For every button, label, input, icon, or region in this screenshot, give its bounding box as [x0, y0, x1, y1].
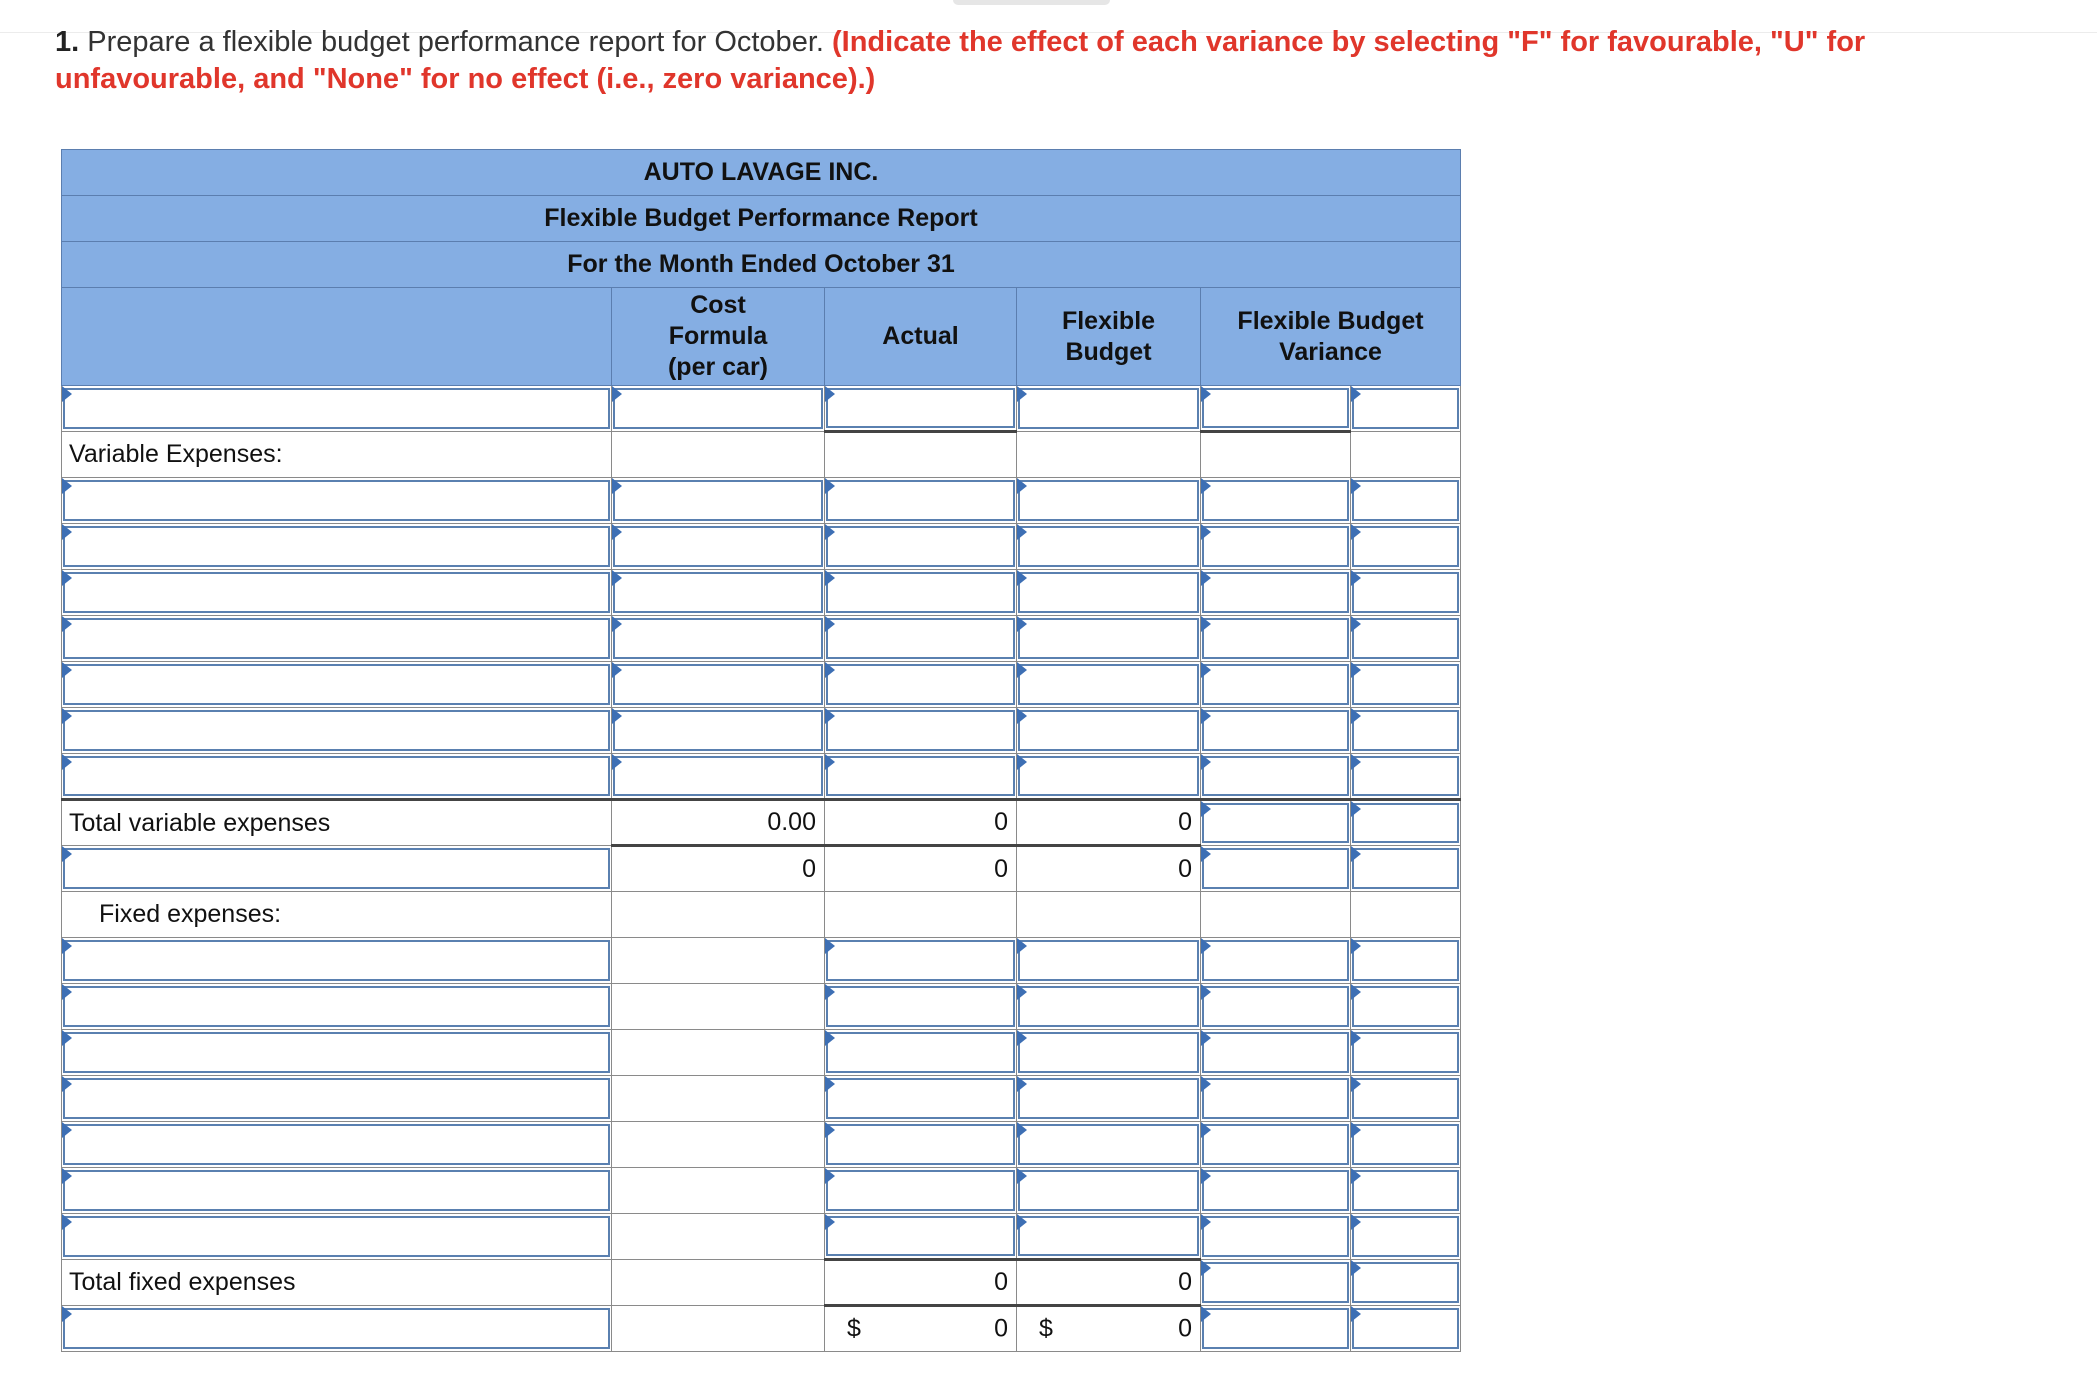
column-header-label: [62, 288, 612, 386]
contribution-row: [62, 846, 1461, 892]
actual-input[interactable]: [825, 1168, 1017, 1214]
dropdown-marker-icon: [62, 846, 72, 862]
dropdown-marker-icon: [62, 524, 72, 540]
variance-amount-input[interactable]: [1201, 1214, 1351, 1260]
dropdown-marker-icon: [1351, 1306, 1361, 1322]
dropdown-marker-icon: [62, 616, 72, 632]
dropdown-marker-icon: [1017, 524, 1027, 540]
question-instruction: (Indicate the effect of each variance by selecting "F" for favourable, "U" for unfavourable, and "None" for no effect (i.e., zero variance).): [55, 26, 1866, 95]
cost-formula-blank: [612, 1076, 825, 1122]
total-fixed-row: [62, 1260, 1461, 1306]
dropdown-marker-icon: [1201, 754, 1211, 770]
variance-effect-select[interactable]: [1351, 1306, 1461, 1352]
total-variable-flexible-budget: 0: [1017, 800, 1201, 846]
flexible-budget-input[interactable]: [1017, 386, 1201, 432]
variance-effect-select[interactable]: [1351, 662, 1461, 708]
dropdown-marker-icon: [612, 662, 622, 678]
expense-name-select[interactable]: [62, 1168, 612, 1214]
expense-name-select[interactable]: [62, 478, 612, 524]
variable-expense-row: [62, 478, 1461, 524]
dropdown-marker-icon: [1201, 478, 1211, 494]
variable-expense-row: [62, 616, 1461, 662]
actual-input[interactable]: [825, 616, 1017, 662]
expense-name-select[interactable]: [62, 662, 612, 708]
grand-total-actual-value: 0: [994, 1314, 1008, 1343]
total-fixed-actual: 0: [825, 1260, 1017, 1306]
dropdown-marker-icon: [825, 708, 835, 724]
dropdown-marker-icon: [62, 386, 72, 402]
variance-effect-select[interactable]: [1351, 478, 1461, 524]
cost-formula-blank: [612, 1168, 825, 1214]
dropdown-marker-icon: [1201, 616, 1211, 632]
question-number: 1.: [55, 26, 80, 58]
dropdown-marker-icon: [62, 1168, 72, 1184]
dropdown-marker-icon: [1201, 708, 1211, 724]
dropdown-marker-icon: [1201, 570, 1211, 586]
flexible-budget-input[interactable]: [1017, 616, 1201, 662]
actual-input[interactable]: [825, 754, 1017, 800]
expense-name-select[interactable]: [62, 1122, 612, 1168]
currency-symbol: $: [1039, 1314, 1053, 1343]
dropdown-marker-icon: [1351, 386, 1361, 402]
actual-input[interactable]: [825, 478, 1017, 524]
cost-formula-input[interactable]: [612, 570, 825, 616]
variance-effect-select[interactable]: [1351, 386, 1461, 432]
variance-amount-input[interactable]: [1201, 1168, 1351, 1214]
cost-formula-input[interactable]: [612, 708, 825, 754]
input-row-top: [62, 386, 1461, 432]
dropdown-marker-icon: [1351, 1214, 1361, 1230]
dropdown-marker-icon: [62, 1214, 72, 1230]
fixed-expense-row: [62, 1214, 1461, 1260]
expense-name-select[interactable]: [62, 938, 612, 984]
variance-effect-select[interactable]: [1351, 1076, 1461, 1122]
variance-amount-input[interactable]: [1201, 984, 1351, 1030]
dropdown-marker-icon: [1351, 662, 1361, 678]
dropdown-marker-icon: [1017, 616, 1027, 632]
cost-formula-blank: [612, 938, 825, 984]
variance-effect-select[interactable]: [1351, 846, 1461, 892]
variable-expense-row: [62, 524, 1461, 570]
dropdown-marker-icon: [62, 754, 72, 770]
top-tab-indicator: [953, 0, 1110, 5]
column-header-flexible-budget: Flexible Budget: [1017, 288, 1201, 386]
grand-total-flexible-budget: [1017, 1306, 1201, 1352]
dropdown-marker-icon: [62, 938, 72, 954]
variance-effect-select[interactable]: [1351, 1168, 1461, 1214]
variance-effect-select[interactable]: [1351, 800, 1461, 846]
variable-expense-row: [62, 570, 1461, 616]
contribution-cost-formula: 0: [612, 846, 825, 892]
actual-input[interactable]: [825, 570, 1017, 616]
variance-effect-select[interactable]: [1351, 754, 1461, 800]
variance-effect-select[interactable]: [1351, 708, 1461, 754]
contribution-actual: 0: [825, 846, 1017, 892]
dropdown-marker-icon: [1351, 708, 1361, 724]
expense-name-select[interactable]: [62, 984, 612, 1030]
dropdown-marker-icon: [1017, 1214, 1027, 1230]
variance-amount-input[interactable]: [1201, 1260, 1351, 1306]
variance-amount-input[interactable]: [1201, 846, 1351, 892]
variance-amount-input[interactable]: [1201, 616, 1351, 662]
actual-input[interactable]: [825, 708, 1017, 754]
total-variable-label: Total variable expenses: [62, 800, 612, 846]
variance-effect-select[interactable]: [1351, 938, 1461, 984]
expense-name-select[interactable]: [62, 1030, 612, 1076]
grand-total-flexible-value: 0: [1178, 1314, 1192, 1343]
variable-expense-row: [62, 662, 1461, 708]
cost-formula-input[interactable]: [612, 386, 825, 432]
actual-input[interactable]: [825, 1122, 1017, 1168]
variance-amount-input[interactable]: [1201, 1122, 1351, 1168]
dropdown-marker-icon: [1351, 1030, 1361, 1046]
dropdown-marker-icon: [1201, 938, 1211, 954]
cost-formula-blank: [612, 984, 825, 1030]
dropdown-marker-icon: [62, 1076, 72, 1092]
dropdown-marker-icon: [825, 478, 835, 494]
dropdown-marker-icon: [1017, 708, 1027, 724]
expense-name-select[interactable]: [62, 616, 612, 662]
header-row-company: [62, 150, 1461, 196]
fixed-expenses-label: Fixed expenses:: [62, 892, 612, 938]
dropdown-marker-icon: [825, 570, 835, 586]
dropdown-marker-icon: [1351, 1076, 1361, 1092]
variance-effect-select[interactable]: [1351, 1122, 1461, 1168]
dropdown-marker-icon: [62, 984, 72, 1000]
dropdown-marker-icon: [1201, 984, 1211, 1000]
dropdown-marker-icon: [1201, 846, 1211, 862]
variance-amount-input[interactable]: [1201, 386, 1351, 432]
flexible-budget-input[interactable]: [1017, 708, 1201, 754]
dropdown-marker-icon: [62, 662, 72, 678]
row-label-input[interactable]: [62, 1306, 612, 1352]
dropdown-marker-icon: [1351, 616, 1361, 632]
flexible-budget-input[interactable]: [1017, 938, 1201, 984]
cost-formula-blank: [612, 1214, 825, 1260]
flexible-budget-input[interactable]: [1017, 1122, 1201, 1168]
column-header-variance: Flexible Budget Variance: [1201, 288, 1461, 386]
variable-expenses-label-row: [62, 432, 1461, 478]
cost-formula-blank: [612, 1122, 825, 1168]
dropdown-marker-icon: [612, 708, 622, 724]
row-label-input[interactable]: [62, 386, 612, 432]
dropdown-marker-icon: [612, 754, 622, 770]
variance-effect-select[interactable]: [1351, 984, 1461, 1030]
dropdown-marker-icon: [1351, 801, 1361, 817]
dropdown-marker-icon: [825, 754, 835, 770]
fixed-expense-row: [62, 1168, 1461, 1214]
dropdown-marker-icon: [1351, 524, 1361, 540]
cost-formula-input[interactable]: [612, 478, 825, 524]
dropdown-marker-icon: [612, 570, 622, 586]
dropdown-marker-icon: [1017, 1030, 1027, 1046]
total-fixed-label: Total fixed expenses: [62, 1260, 612, 1306]
variance-effect-select[interactable]: [1351, 616, 1461, 662]
dropdown-marker-icon: [1201, 1030, 1211, 1046]
variance-amount-input[interactable]: [1201, 524, 1351, 570]
row-label-input[interactable]: [62, 846, 612, 892]
grand-total-actual: [825, 1306, 1017, 1352]
dropdown-marker-icon: [825, 1030, 835, 1046]
header-row-title: [62, 196, 1461, 242]
dropdown-marker-icon: [612, 616, 622, 632]
question-text: Prepare a flexible budget performance report for October.: [87, 26, 824, 58]
variance-effect-select[interactable]: [1351, 1260, 1461, 1306]
variance-effect-select[interactable]: [1351, 524, 1461, 570]
dropdown-marker-icon: [62, 570, 72, 586]
actual-input[interactable]: [825, 984, 1017, 1030]
dropdown-marker-icon: [1017, 938, 1027, 954]
dropdown-marker-icon: [1017, 662, 1027, 678]
dropdown-marker-icon: [1351, 984, 1361, 1000]
actual-input[interactable]: [825, 386, 1017, 432]
question-prompt: [55, 24, 2015, 98]
variance-amount-input[interactable]: [1201, 662, 1351, 708]
dropdown-marker-icon: [1017, 386, 1027, 402]
dropdown-marker-icon: [1351, 754, 1361, 770]
dropdown-marker-icon: [1017, 570, 1027, 586]
variance-amount-input[interactable]: [1201, 708, 1351, 754]
flexible-budget-input[interactable]: [1017, 478, 1201, 524]
fixed-expenses-label-row: [62, 892, 1461, 938]
cost-formula-input[interactable]: [612, 616, 825, 662]
fixed-expense-row: [62, 1076, 1461, 1122]
variance-amount-input[interactable]: [1201, 1030, 1351, 1076]
expense-name-select[interactable]: [62, 524, 612, 570]
flexible-budget-report-table: [61, 149, 1461, 1352]
variance-amount-input[interactable]: [1201, 478, 1351, 524]
flexible-budget-input[interactable]: [1017, 524, 1201, 570]
dropdown-marker-icon: [62, 1030, 72, 1046]
variance-effect-select[interactable]: [1351, 1214, 1461, 1260]
variance-amount-input[interactable]: [1201, 1076, 1351, 1122]
dropdown-marker-icon: [825, 1214, 835, 1230]
grand-total-row: [62, 1306, 1461, 1352]
cost-formula-input[interactable]: [612, 754, 825, 800]
flexible-budget-input[interactable]: [1017, 570, 1201, 616]
actual-input[interactable]: [825, 1030, 1017, 1076]
dropdown-marker-icon: [1351, 938, 1361, 954]
dropdown-marker-icon: [1351, 478, 1361, 494]
fixed-expense-row: [62, 1030, 1461, 1076]
flexible-budget-input[interactable]: [1017, 1030, 1201, 1076]
column-header-row: [62, 288, 1461, 386]
currency-symbol: $: [847, 1314, 861, 1343]
dropdown-marker-icon: [1201, 386, 1211, 402]
dropdown-marker-icon: [1201, 801, 1211, 817]
expense-name-select[interactable]: [62, 708, 612, 754]
dropdown-marker-icon: [1017, 478, 1027, 494]
actual-input[interactable]: [825, 662, 1017, 708]
total-fixed-flexible-budget: 0: [1017, 1260, 1201, 1306]
expense-name-select[interactable]: [62, 1214, 612, 1260]
dropdown-marker-icon: [1351, 1260, 1361, 1276]
dropdown-marker-icon: [825, 1076, 835, 1092]
dropdown-marker-icon: [825, 616, 835, 632]
flexible-budget-input[interactable]: [1017, 984, 1201, 1030]
fixed-expense-row: [62, 1122, 1461, 1168]
flexible-budget-input[interactable]: [1017, 1214, 1201, 1260]
total-variable-actual: 0: [825, 800, 1017, 846]
flexible-budget-input[interactable]: [1017, 1076, 1201, 1122]
dropdown-marker-icon: [1201, 1076, 1211, 1092]
dropdown-marker-icon: [825, 386, 835, 402]
dropdown-marker-icon: [62, 478, 72, 494]
dropdown-marker-icon: [1017, 1076, 1027, 1092]
cost-formula-input[interactable]: [612, 524, 825, 570]
dropdown-marker-icon: [612, 478, 622, 494]
variable-expenses-label: Variable Expenses:: [62, 432, 612, 478]
report-period: For the Month Ended October 31: [62, 242, 1461, 288]
expense-name-select[interactable]: [62, 754, 612, 800]
dropdown-marker-icon: [1351, 1122, 1361, 1138]
variance-effect-select[interactable]: [1351, 570, 1461, 616]
dropdown-marker-icon: [1017, 1122, 1027, 1138]
dropdown-marker-icon: [62, 1122, 72, 1138]
expense-name-select[interactable]: [62, 1076, 612, 1122]
dropdown-marker-icon: [62, 1306, 72, 1322]
dropdown-marker-icon: [1017, 754, 1027, 770]
variance-effect-select[interactable]: [1351, 1030, 1461, 1076]
column-header-actual: Actual: [825, 288, 1017, 386]
total-variable-cost-formula: 0.00: [612, 800, 825, 846]
dropdown-marker-icon: [1017, 984, 1027, 1000]
variance-amount-input[interactable]: [1201, 938, 1351, 984]
flexible-budget-input[interactable]: [1017, 1168, 1201, 1214]
dropdown-marker-icon: [1017, 1168, 1027, 1184]
total-variable-row: [62, 800, 1461, 846]
dropdown-marker-icon: [1201, 524, 1211, 540]
header-row-period: [62, 242, 1461, 288]
variable-expense-row: [62, 754, 1461, 800]
dropdown-marker-icon: [1201, 1306, 1211, 1322]
expense-name-select[interactable]: [62, 570, 612, 616]
contribution-flexible-budget: 0: [1017, 846, 1201, 892]
dropdown-marker-icon: [825, 662, 835, 678]
dropdown-marker-icon: [1201, 1260, 1211, 1276]
cost-formula-input[interactable]: [612, 662, 825, 708]
actual-input[interactable]: [825, 524, 1017, 570]
dropdown-marker-icon: [1351, 846, 1361, 862]
report-title: Flexible Budget Performance Report: [62, 196, 1461, 242]
variance-amount-input[interactable]: [1201, 800, 1351, 846]
dropdown-marker-icon: [1201, 1122, 1211, 1138]
fixed-expense-row: [62, 984, 1461, 1030]
dropdown-marker-icon: [825, 524, 835, 540]
dropdown-marker-icon: [612, 524, 622, 540]
dropdown-marker-icon: [825, 938, 835, 954]
actual-input[interactable]: [825, 938, 1017, 984]
dropdown-marker-icon: [1201, 662, 1211, 678]
flexible-budget-input[interactable]: [1017, 754, 1201, 800]
dropdown-marker-icon: [825, 1168, 835, 1184]
company-name: AUTO LAVAGE INC.: [62, 150, 1461, 196]
fixed-expense-row: [62, 938, 1461, 984]
dropdown-marker-icon: [62, 708, 72, 724]
dropdown-marker-icon: [1201, 1168, 1211, 1184]
dropdown-marker-icon: [1201, 1214, 1211, 1230]
dropdown-marker-icon: [1351, 570, 1361, 586]
variance-amount-input[interactable]: [1201, 1306, 1351, 1352]
variance-amount-input[interactable]: [1201, 754, 1351, 800]
dropdown-marker-icon: [825, 984, 835, 1000]
flexible-budget-input[interactable]: [1017, 662, 1201, 708]
cost-formula-blank: [612, 1030, 825, 1076]
actual-input[interactable]: [825, 1214, 1017, 1260]
actual-input[interactable]: [825, 1076, 1017, 1122]
dropdown-marker-icon: [825, 1122, 835, 1138]
variable-expense-row: [62, 708, 1461, 754]
variance-amount-input[interactable]: [1201, 570, 1351, 616]
dropdown-marker-icon: [612, 386, 622, 402]
dropdown-marker-icon: [1351, 1168, 1361, 1184]
column-header-cost-formula: Cost Formula (per car): [612, 288, 825, 386]
